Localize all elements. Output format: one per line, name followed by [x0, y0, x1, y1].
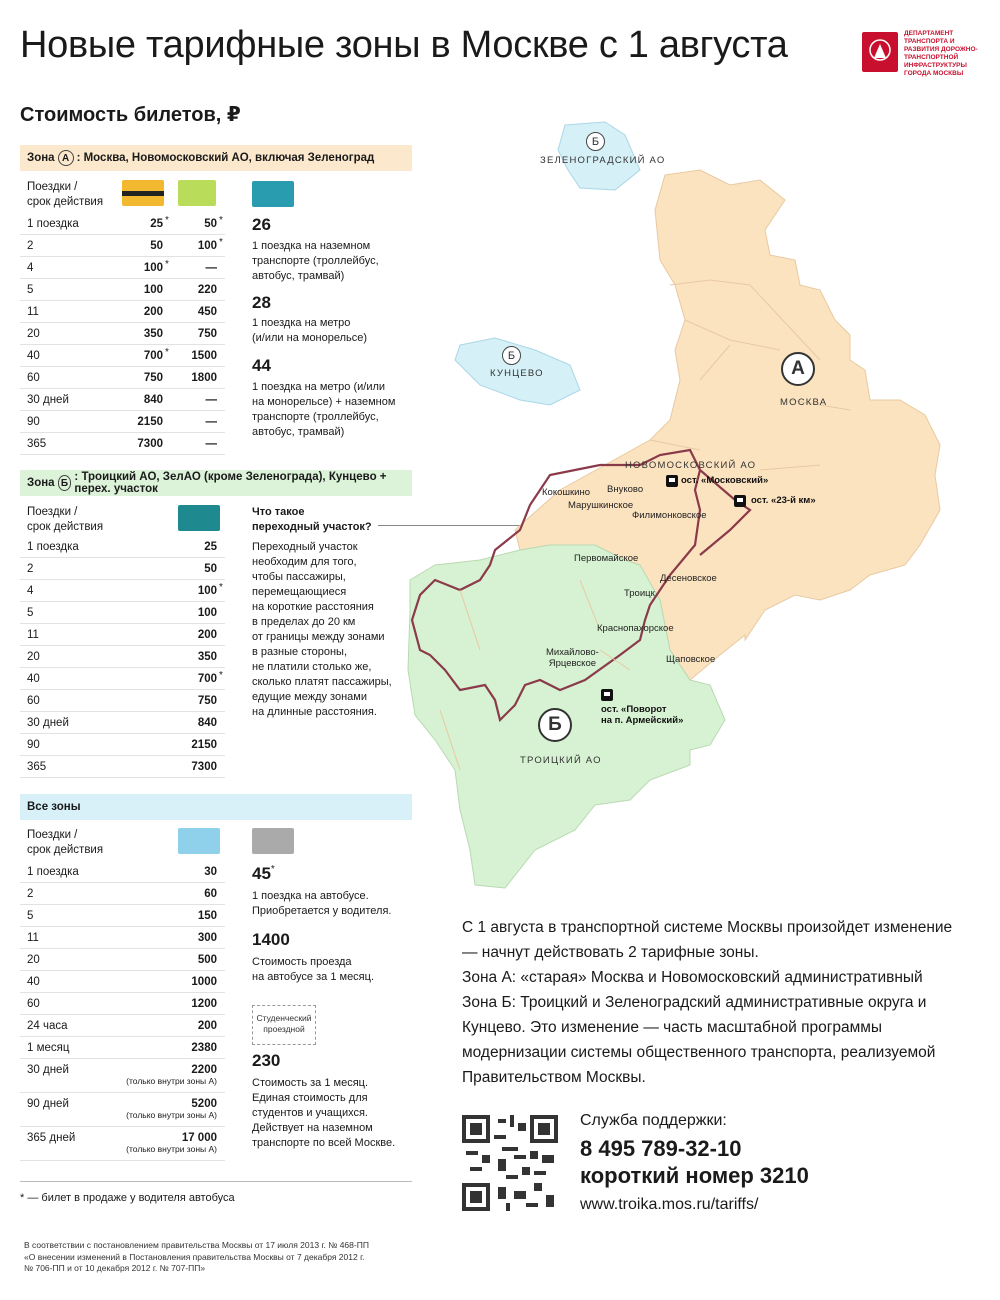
- divider: [20, 1181, 412, 1182]
- price-card-b: —: [205, 416, 217, 428]
- student-desc: Стоимость за 1 месяц. Единая стоимость для студентов и учащихся. Действует на наземном транспорте по всей Москве.: [252, 1077, 396, 1149]
- town-vnukovo: Внуково: [607, 484, 644, 495]
- row-label: 90: [27, 739, 40, 751]
- unified-card-icon: [178, 828, 220, 854]
- price-note: (только внутри зоны А): [126, 1144, 217, 1154]
- map-label-zelenograd: ЗЕЛЕНОГРАДСКИЙ АО: [540, 155, 666, 166]
- info-text: С 1 августа в транспортной системе Москвы произойдет изменение — начнут действовать 2 тарифные зоны. Зона А: «старая» Москва и Новомосковский административный Зона Б: Троицкий и Зеленоградский административные округа и Кунцево. Это изменение — часть масштабной программы модернизации системы общественного транспорта, реализуемой Правительством Москвы.: [462, 919, 953, 1086]
- row-label: 5: [27, 284, 34, 296]
- table-row: [20, 1127, 225, 1161]
- asterisk-mark: *: [219, 215, 223, 226]
- row-label: 4: [27, 585, 34, 597]
- row-label: 365: [27, 438, 47, 450]
- bus-stop-icon: [666, 475, 678, 487]
- price-value: 500: [197, 954, 217, 966]
- town-krasnopakhorskoe: Краснопахорское: [597, 623, 674, 634]
- row-label: 20: [27, 328, 40, 340]
- row-label: 60: [27, 695, 40, 707]
- town-shchapovskoe: Щаповское: [666, 654, 716, 665]
- price-value: 7300: [191, 761, 217, 773]
- table-row: [20, 558, 225, 580]
- troika-price-metro: 28: [252, 293, 271, 312]
- price-value: 150: [197, 910, 217, 922]
- support-label: Служба поддержки:: [580, 1112, 727, 1129]
- zone-a-description: : Москва, Новомосковский АО, включая Зеленоград: [76, 152, 375, 164]
- table-row: [20, 433, 225, 455]
- student-price: 230: [252, 1051, 281, 1070]
- map-label-troitsky: ТРОИЦКИЙ АО: [520, 755, 602, 766]
- asterisk-mark: *: [165, 215, 169, 226]
- zone-b-badge: Б: [58, 475, 72, 491]
- map-label-moscow: МОСКВА: [780, 397, 828, 408]
- zone-label: Зона: [27, 152, 55, 164]
- price-card-b: 50: [204, 218, 217, 230]
- row-label: 30 дней: [27, 717, 69, 729]
- price-value: 60: [204, 888, 217, 900]
- row-label: 20: [27, 651, 40, 663]
- asterisk-mark: *: [165, 347, 169, 358]
- price-card-a: 50: [150, 240, 163, 252]
- support-short-number[interactable]: короткий номер 3210: [580, 1163, 809, 1188]
- zone-b-table-head: Поездки / срок действия: [27, 506, 104, 533]
- price-value: 2200: [191, 1064, 217, 1076]
- troika-desc-combined: 1 поездка на метро (и/или на монорельсе) + наземном транспорте (троллейбус, автобус, трамвай): [252, 381, 396, 438]
- qr-code-icon: [462, 1115, 558, 1211]
- troika-card-icon: [252, 181, 294, 207]
- price-card-a: 100: [143, 284, 163, 296]
- zone-a-header: [20, 145, 412, 171]
- ticket-card-icon: [122, 180, 164, 206]
- transition-question: Что такое переходный участок?: [252, 506, 372, 533]
- table-row: [20, 301, 225, 323]
- zone-b-header: [20, 470, 412, 496]
- table-row: [20, 646, 225, 668]
- zone-a-badge: А: [58, 150, 74, 166]
- table-row: [20, 883, 225, 905]
- troika-price-combined: 44: [252, 356, 271, 375]
- table-row: [20, 389, 225, 411]
- table-row: [20, 580, 225, 602]
- troika-price-ground: 26: [252, 215, 271, 234]
- price-card-a: 2150: [137, 416, 163, 428]
- price-value: 1000: [191, 976, 217, 988]
- table-row: [20, 734, 225, 756]
- row-label: 11: [27, 306, 39, 318]
- table-row: [20, 690, 225, 712]
- footnote: * — билет в продаже у водителя автобуса: [20, 1192, 235, 1204]
- bus-stop-icon: [734, 495, 746, 507]
- zone-map: [400, 110, 1000, 900]
- price-note: (только внутри зоны А): [126, 1076, 217, 1086]
- bus-trip-desc: 1 поездка на автобусе. Приобретается у водителя.: [252, 890, 392, 917]
- asterisk-mark: *: [165, 259, 169, 270]
- moscow-coat-of-arms-icon: [862, 32, 898, 72]
- price-value: 2150: [191, 739, 217, 751]
- asterisk-mark: *: [219, 670, 223, 681]
- price-card-b: —: [205, 438, 217, 450]
- price-value: 200: [197, 629, 217, 641]
- bus-stop-icon: [601, 689, 613, 701]
- zone-a-table-head: Поездки / срок действия: [27, 181, 104, 208]
- table-row: [20, 279, 225, 301]
- town-desenovskoe: Десеновское: [660, 573, 717, 584]
- price-value: 750: [197, 695, 217, 707]
- map-zone-a-marker: А: [781, 352, 815, 386]
- price-note: (только внутри зоны А): [126, 1110, 217, 1120]
- row-label: 1 месяц: [27, 1042, 70, 1054]
- price-value: 300: [197, 932, 217, 944]
- zone-b-card-icon: [178, 505, 220, 531]
- row-label: 2: [27, 240, 34, 252]
- row-label: 90 дней: [27, 1098, 69, 1110]
- zone-label: Зона: [27, 477, 55, 489]
- bus-price-value: 45: [252, 864, 271, 883]
- table-row: [20, 1037, 225, 1059]
- bus-month-price: 1400: [252, 930, 290, 949]
- map-label-novomoskovsky: НОВОМОСКОВСКИЙ АО: [625, 460, 757, 471]
- table-row: [20, 927, 225, 949]
- price-value: 17 000: [181, 1132, 217, 1144]
- bus-stop-23km: ост. «23-й км»: [751, 495, 816, 506]
- price-card-a: 750: [143, 372, 163, 384]
- table-row: [20, 756, 225, 778]
- bus-stop-moskovsky: ост. «Московский»: [681, 475, 769, 486]
- price-card-a: 100: [143, 262, 163, 274]
- asterisk-mark: *: [219, 237, 223, 248]
- price-card-a: 840: [143, 394, 163, 406]
- town-pervomayskoe: Первомайское: [574, 553, 639, 564]
- table-row: [20, 905, 225, 927]
- map-zone-b-marker: Б: [538, 708, 572, 742]
- town-marushkinskoe: Марушкинское: [568, 500, 634, 511]
- row-label: 60: [27, 372, 40, 384]
- row-label: 40: [27, 673, 40, 685]
- town-troitsk: Троицк: [624, 588, 655, 599]
- row-label: 40: [27, 350, 40, 362]
- row-label: 1 поездка: [27, 866, 79, 878]
- page-title: Новые тарифные зоны в Москве с 1 августа: [20, 24, 788, 66]
- price-value: 700: [197, 673, 217, 685]
- row-label: 1 поездка: [27, 541, 79, 553]
- all-zones-header: Все зоны: [20, 794, 412, 820]
- price-card-b: —: [205, 262, 217, 274]
- row-label: 365: [27, 761, 47, 773]
- table-row: [20, 1015, 225, 1037]
- price-card-a: 700: [143, 350, 163, 362]
- map-kuntsevo-zone-marker: Б: [502, 346, 521, 365]
- row-label: 20: [27, 954, 40, 966]
- price-card-b: 750: [197, 328, 217, 340]
- row-label: 30 дней: [27, 1064, 69, 1076]
- price-value: 30: [204, 866, 217, 878]
- table-row: [20, 345, 225, 367]
- map-zelenograd-zone-marker: Б: [586, 132, 605, 151]
- table-row: [20, 257, 225, 279]
- student-card-icon: Студенческий проездной: [252, 1005, 316, 1045]
- price-value: 200: [197, 1020, 217, 1032]
- price-value: 1200: [191, 998, 217, 1010]
- price-value: 50: [204, 563, 217, 575]
- row-label: 4: [27, 262, 34, 274]
- bus-ticket-icon: [252, 828, 294, 854]
- all-zones-table-head: Поездки / срок действия: [27, 829, 104, 856]
- row-label: 1 поездка: [27, 218, 79, 230]
- price-value: 840: [197, 717, 217, 729]
- price-card-b: 450: [197, 306, 217, 318]
- table-row: [20, 235, 225, 257]
- section-title: Стоимость билетов, ₽: [20, 104, 241, 126]
- row-label: 11: [27, 629, 39, 641]
- price-value: 350: [197, 651, 217, 663]
- price-card-b: —: [205, 394, 217, 406]
- legal-note: В соответствии с постановлением правительства Москвы от 17 июля 2013 г. № 468-ПП «О внесении изменений в Постановления правительства Москвы от 7 декабря 2012 г. № 706-ПП и от 10 декабря 2012 г. № 707-ПП»: [24, 1240, 369, 1273]
- row-label: 90: [27, 416, 40, 428]
- price-card-b: 1800: [191, 372, 217, 384]
- transition-answer: Переходный участок необходим для того, чтобы пассажиры, перемещающиеся на короткие расстояния в пределах до 20 км от границы между зонами в разные стороны, не платили столько же, сколько платят пассажиры, едущие между зонами на длинные расстояния.: [252, 541, 392, 718]
- support-link[interactable]: www.troika.mos.ru/tariffs/: [580, 1196, 759, 1213]
- troika-desc-ground: 1 поездка на наземном транспорте (троллейбус, автобус, трамвай): [252, 240, 379, 282]
- table-row: [20, 949, 225, 971]
- row-label: 11: [27, 932, 39, 944]
- department-logo-text: ДЕПАРТАМЕНТ ТРАНСПОРТА И РАЗВИТИЯ ДОРОЖНО-ТРАНСПОРТНОЙ ИНФРАСТРУКТУРЫ ГОРОДА МОСКВЫ: [904, 30, 978, 77]
- price-card-b: 1500: [191, 350, 217, 362]
- price-card-a: 200: [143, 306, 163, 318]
- 90-minute-card-icon: [178, 180, 216, 206]
- bus-stop-armeysky: ост. «Поворот на п. Армейский»: [601, 704, 684, 726]
- row-label: 5: [27, 607, 34, 619]
- bus-price-star: *: [270, 864, 275, 875]
- map-label-kuntsevo: КУНЦЕВО: [490, 368, 544, 379]
- asterisk-mark: *: [219, 582, 223, 593]
- price-card-a: 350: [143, 328, 163, 340]
- price-card-b: 220: [197, 284, 217, 296]
- table-row: [20, 1059, 225, 1093]
- table-row: [20, 411, 225, 433]
- bus-trip-price: [252, 864, 275, 884]
- row-label: 24 часа: [27, 1020, 68, 1032]
- troika-desc-metro: 1 поездка на метро (и/или на монорельсе): [252, 317, 368, 344]
- price-value: 100: [197, 585, 217, 597]
- table-row: [20, 1093, 225, 1127]
- row-label: 30 дней: [27, 394, 69, 406]
- row-label: 40: [27, 976, 40, 988]
- price-value: 5200: [191, 1098, 217, 1110]
- row-label: 2: [27, 888, 34, 900]
- table-row: [20, 971, 225, 993]
- support-phone[interactable]: 8 495 789-32-10: [580, 1136, 742, 1161]
- table-row: [20, 993, 225, 1015]
- table-row: [20, 668, 225, 690]
- price-value: 100: [197, 607, 217, 619]
- bus-month-desc: Стоимость проезда на автобусе за 1 месяц.: [252, 956, 374, 983]
- row-label: 2: [27, 563, 34, 575]
- town-filimonkovskoe: Филимонковское: [632, 510, 707, 521]
- row-label: 60: [27, 998, 40, 1010]
- table-row: [20, 624, 225, 646]
- price-card-b: 100: [197, 240, 217, 252]
- row-label: 365 дней: [27, 1132, 76, 1144]
- row-label: 5: [27, 910, 34, 922]
- price-card-a: 25: [150, 218, 163, 230]
- town-kokoshkino: Кокошкино: [542, 487, 590, 498]
- price-value: 25: [204, 541, 217, 553]
- price-card-a: 7300: [137, 438, 163, 450]
- table-row: [20, 712, 225, 734]
- table-row: [20, 602, 225, 624]
- table-row: [20, 323, 225, 345]
- zone-b-description: : Троицкий АО, ЗелАО (кроме Зеленограда), Кунцево + перех. участок: [74, 471, 387, 495]
- table-row: [20, 536, 225, 558]
- table-row: [20, 213, 225, 235]
- table-row: [20, 367, 225, 389]
- price-value: 2380: [191, 1042, 217, 1054]
- town-mikhaylovo-yartsevskoe: Михайлово- Ярцевское: [546, 647, 599, 669]
- table-row: [20, 861, 225, 883]
